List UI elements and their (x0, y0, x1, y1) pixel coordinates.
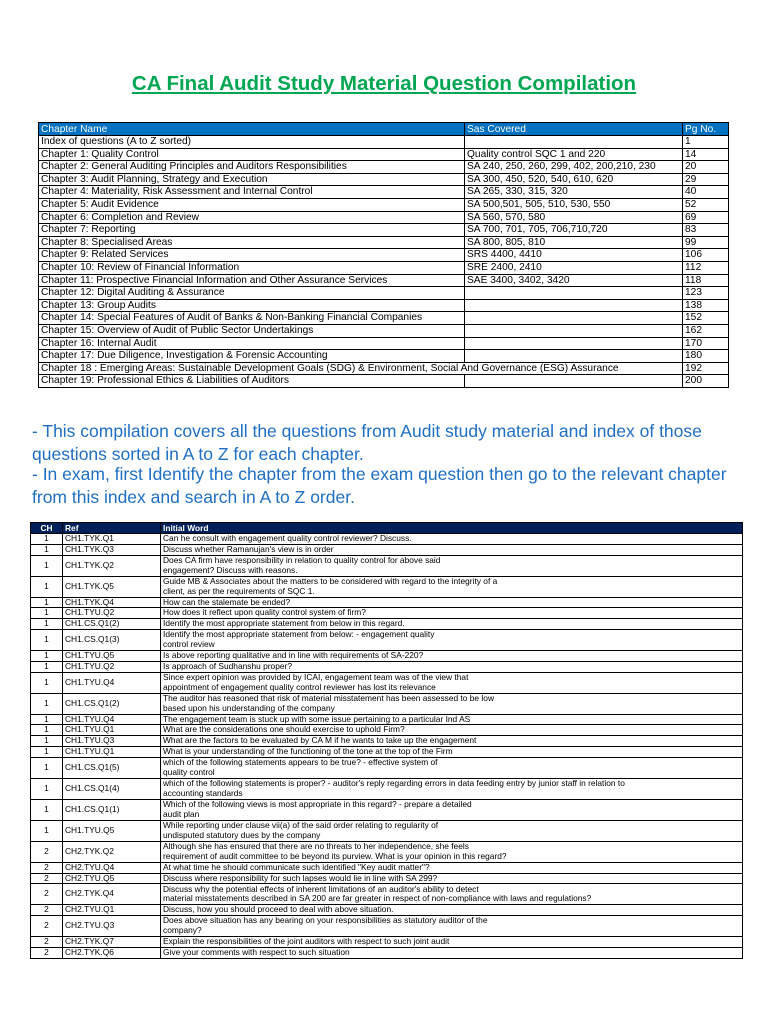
chapter-number: 1 (31, 544, 63, 555)
question-ref: CH1.TYU.Q2 (63, 661, 161, 672)
question-text-line: requirement of audit committee to be beyond its purview. What is your opinion in this regard? (163, 850, 507, 861)
sas-covered: SA 800, 805, 810 (465, 236, 683, 249)
header-sas-covered: Sas Covered (465, 123, 683, 136)
question-ref: CH1.TYK.Q4 (63, 597, 161, 608)
sas-covered: SRE 2400, 2410 (465, 261, 683, 274)
question-ref: CH2.TYK.Q4 (63, 884, 161, 905)
chapter-name: Chapter 13: Group Audits (39, 299, 465, 312)
page-number: 1 (683, 136, 729, 149)
question-ref: CH1.CS.Q1(5) (63, 757, 161, 778)
chapter-number: 1 (31, 597, 63, 608)
question-row (31, 746, 743, 757)
note-coverage: - This compilation covers all the questions from Audit study material and index of those questions sorted in A to Z for each chapter. (32, 421, 702, 464)
sas-covered (465, 136, 683, 149)
question-initial-word (161, 736, 743, 747)
question-ref: CH1.TYU.Q5 (63, 650, 161, 661)
question-text-line: Can he consult with engagement quality control reviewer? Discuss. (163, 533, 412, 543)
question-text-line: Is approach of Sudhanshu proper? (163, 661, 292, 671)
chapter-number: 1 (31, 725, 63, 736)
chapter-name: Chapter 7: Reporting (39, 224, 465, 237)
chapter-number: 1 (31, 799, 63, 820)
chapter-name: Chapter 1: Quality Control (39, 148, 465, 161)
question-row (31, 841, 743, 862)
question-text-line: How can the stalemate be ended? (163, 597, 291, 607)
chapter-row (39, 211, 729, 224)
question-ref: CH1.TYK.Q2 (63, 555, 161, 576)
question-text-line: The engagement team is stuck up with some issue pertaining to a particular Ind AS (163, 714, 471, 724)
question-row (31, 937, 743, 948)
question-initial-word (161, 544, 743, 555)
sas-covered (465, 312, 683, 325)
chapter-row (39, 161, 729, 174)
question-row (31, 862, 743, 873)
chapter-row (39, 148, 729, 161)
sas-covered (465, 299, 683, 312)
chapter-row (39, 362, 729, 375)
page-number: 106 (683, 249, 729, 262)
question-initial-word (161, 534, 743, 545)
question-text-line: which of the following statements appears to be true? - effective system of (163, 757, 438, 767)
chapter-row (39, 249, 729, 262)
question-row (31, 736, 743, 747)
question-initial-word (161, 672, 743, 693)
chapter-number: 2 (31, 905, 63, 916)
chapter-number: 2 (31, 916, 63, 937)
question-row (31, 820, 743, 841)
page-number: 138 (683, 299, 729, 312)
page-number: 180 (683, 350, 729, 363)
chapter-name: Chapter 6: Completion and Review (39, 211, 465, 224)
chapter-number: 1 (31, 672, 63, 693)
header-page-number: Pg No. (683, 123, 729, 136)
header-chapter-name: Chapter Name (39, 123, 465, 136)
question-text-line: Discuss why the potential effects of inherent limitations of an auditor's ability to detect (163, 883, 479, 894)
question-row (31, 884, 743, 905)
question-initial-word (161, 650, 743, 661)
chapter-name: Chapter 12: Digital Auditing & Assurance (39, 287, 465, 300)
question-ref: CH1.TYU.Q3 (63, 736, 161, 747)
question-row (31, 693, 743, 714)
question-row (31, 555, 743, 576)
question-initial-word (161, 862, 743, 873)
question-initial-word (161, 661, 743, 672)
question-ref: CH1.TYU.Q1 (63, 725, 161, 736)
question-ref: CH1.CS.Q1(2) (63, 693, 161, 714)
page-number: 123 (683, 287, 729, 300)
chapter-row (39, 337, 729, 350)
chapter-number: 1 (31, 714, 63, 725)
page-number: 29 (683, 173, 729, 186)
chapter-name: Chapter 15: Overview of Audit of Public Sector Undertakings (39, 324, 465, 337)
question-text-line: control review (163, 638, 215, 649)
chapter-table-header (39, 123, 729, 136)
chapter-name: Chapter 11: Prospective Financial Information and Other Assurance Services (39, 274, 465, 287)
chapter-name: Chapter 9: Related Services (39, 249, 465, 262)
question-row (31, 597, 743, 608)
question-text-line: undisputed statutory dues by the company (163, 829, 321, 840)
question-text-line: Guide MB & Associates about the matters to be considered with regard to the integrity of a (163, 576, 498, 586)
question-text-line: What is your understanding of the functioning of the tone at the top of the Firm (163, 746, 453, 756)
question-text-line: Discuss whether Ramanujan's view is in order (163, 544, 334, 554)
page-number: 162 (683, 324, 729, 337)
question-initial-word (161, 725, 743, 736)
chapter-name: Chapter 3: Audit Planning, Strategy and Execution (39, 173, 465, 186)
question-initial-word (161, 820, 743, 841)
sas-covered (465, 287, 683, 300)
page-number: 152 (683, 312, 729, 325)
question-text-line: What are the factors to be evaluated by CA M if he wants to take up the engagement (163, 735, 477, 746)
question-initial-word (161, 714, 743, 725)
question-row (31, 534, 743, 545)
chapter-row (39, 173, 729, 186)
question-initial-word (161, 799, 743, 820)
question-row (31, 619, 743, 630)
chapter-name: Chapter 10: Review of Financial Information (39, 261, 465, 274)
sas-covered: SA 500,501, 505, 510, 530, 550 (465, 198, 683, 211)
question-table-header (31, 523, 743, 534)
question-ref: CH1.CS.Q1(3) (63, 629, 161, 650)
question-initial-word (161, 608, 743, 619)
question-initial-word (161, 937, 743, 948)
question-text-line: company? (163, 925, 202, 936)
question-text-line: At what time he should communicate such identified "Key audit matter"? (163, 862, 430, 872)
question-row (31, 714, 743, 725)
question-text-line: client, as per the requirements of SQC 1. (163, 585, 315, 596)
question-row (31, 608, 743, 619)
chapter-row (39, 136, 729, 149)
chapter-number: 2 (31, 937, 63, 948)
question-text-line: Does above situation has any bearing on your responsibilities as statutory auditor of the (163, 915, 488, 926)
chapter-number: 2 (31, 841, 63, 862)
chapter-number: 1 (31, 576, 63, 597)
question-text-line: material misstatements described in SA 200 are far greater in respect of non-compliance with laws and regulations? (163, 893, 592, 904)
question-row (31, 905, 743, 916)
question-text-line: accounting standards (163, 787, 243, 798)
question-initial-word (161, 693, 743, 714)
chapter-number: 1 (31, 746, 63, 757)
chapter-name: Chapter 19: Professional Ethics & Liabilities of Auditors (39, 375, 465, 388)
chapter-row (39, 287, 729, 300)
chapter-name: Index of questions (A to Z sorted) (39, 136, 465, 149)
question-row (31, 725, 743, 736)
question-ref: CH1.TYK.Q5 (63, 576, 161, 597)
question-text-line: While reporting under clause vii(a) of the said order relating to regularity of (163, 820, 439, 830)
chapter-number: 1 (31, 693, 63, 714)
page-number: 69 (683, 211, 729, 224)
question-initial-word (161, 746, 743, 757)
header-ref: Ref (63, 523, 161, 534)
question-text-line: Discuss, how you should proceed to deal with above situation. (163, 904, 394, 915)
question-ref: CH1.TYU.Q5 (63, 820, 161, 841)
question-ref: CH2.TYU.Q1 (63, 905, 161, 916)
question-row (31, 576, 743, 597)
question-index-table (30, 522, 743, 959)
question-row (31, 947, 743, 958)
sas-covered (465, 324, 683, 337)
chapter-row (39, 236, 729, 249)
question-text-line: audit plan (163, 808, 200, 819)
question-ref: CH2.TYK.Q7 (63, 937, 161, 948)
question-text-line: which of the following statements is proper? - auditor's reply regarding errors in data feeding entry by junior staff in relation to (163, 778, 625, 788)
question-row (31, 629, 743, 650)
question-ref: CH1.CS.Q1(4) (63, 778, 161, 799)
sas-covered (465, 350, 683, 363)
question-text-line: based upon his understanding of the company (163, 702, 335, 713)
chapter-number: 1 (31, 778, 63, 799)
question-text-line: What are the considerations one should exercise to uphold Firm? (163, 724, 405, 735)
page-number: 170 (683, 337, 729, 350)
question-initial-word (161, 757, 743, 778)
question-row (31, 672, 743, 693)
sas-covered: SA 700, 701, 705, 706,710,720 (465, 224, 683, 237)
page-number: 83 (683, 224, 729, 237)
question-initial-word (161, 597, 743, 608)
chapter-row (39, 224, 729, 237)
chapter-name: Chapter 8: Specialised Areas (39, 236, 465, 249)
question-ref: CH2.TYU.Q5 (63, 873, 161, 884)
chapter-name: Chapter 16: Internal Audit (39, 337, 465, 350)
question-text-line: Explain the responsibilities of the joint auditors with respect to such joint audit (163, 936, 450, 947)
question-text-line: Identify the most appropriate statement from below in this regard. (163, 618, 405, 629)
page-number: 192 (683, 362, 729, 375)
question-ref: CH1.TYU.Q4 (63, 672, 161, 693)
question-ref: CH1.CS.Q1(2) (63, 619, 161, 630)
sas-covered: SAE 3400, 3402, 3420 (465, 274, 683, 287)
chapter-row (39, 350, 729, 363)
question-initial-word (161, 873, 743, 884)
page-number: 112 (683, 261, 729, 274)
chapter-number: 1 (31, 757, 63, 778)
chapter-number: 2 (31, 884, 63, 905)
chapter-number: 1 (31, 736, 63, 747)
question-row (31, 544, 743, 555)
question-text-line: Since expert opinion was provided by ICAI, engagement team was of the view that (163, 672, 469, 682)
chapter-name: Chapter 17: Due Diligence, Investigation & Forensic Accounting (39, 350, 465, 363)
chapter-number: 2 (31, 862, 63, 873)
chapter-row (39, 375, 729, 388)
question-text-line: Discuss where responsibility for such lapses would lie in line with SA 299? (163, 873, 438, 883)
question-initial-word (161, 778, 743, 799)
question-text-line: quality control (163, 766, 215, 777)
question-text-line: Is above reporting qualitative and in line with requirements of SA-220? (163, 650, 424, 660)
sas-covered: Quality control SQC 1 and 220 (465, 148, 683, 161)
chapter-row (39, 261, 729, 274)
question-row (31, 799, 743, 820)
question-initial-word (161, 916, 743, 937)
question-text-line: Which of the following views is most appropriate in this regard? - prepare a detailed (163, 799, 472, 809)
question-ref: CH1.TYK.Q3 (63, 544, 161, 555)
chapter-name: Chapter 18 : Emerging Areas: Sustainable Development Goals (SDG) & Environment, Social And Governance (ESG) Assurance (39, 362, 683, 375)
question-initial-word (161, 629, 743, 650)
question-row (31, 873, 743, 884)
chapter-number: 1 (31, 629, 63, 650)
chapter-name: Chapter 2: General Auditing Principles and Auditors Responsibilities (39, 161, 465, 174)
question-ref: CH2.TYU.Q4 (63, 862, 161, 873)
question-text-line: appointment of engagement quality control reviewer has lost its relevance (163, 681, 436, 692)
chapter-index-table (38, 122, 729, 388)
question-initial-word (161, 947, 743, 958)
question-initial-word (161, 576, 743, 597)
question-ref: CH1.TYU.Q2 (63, 608, 161, 619)
page-number: 118 (683, 274, 729, 287)
sas-covered: SA 265, 330, 315, 320 (465, 186, 683, 199)
chapter-number: 1 (31, 534, 63, 545)
page-number: 20 (683, 161, 729, 174)
chapter-row (39, 312, 729, 325)
question-ref: CH1.TYU.Q4 (63, 714, 161, 725)
chapter-name: Chapter 14: Special Features of Audit of Banks & Non-Banking Financial Companies (39, 312, 465, 325)
chapter-name: Chapter 5: Audit Evidence (39, 198, 465, 211)
chapter-name: Chapter 4: Materiality, Risk Assessment and Internal Control (39, 186, 465, 199)
page-number: 99 (683, 236, 729, 249)
chapter-number: 1 (31, 619, 63, 630)
question-ref: CH2.TYK.Q2 (63, 841, 161, 862)
sas-covered: SRS 4400, 4410 (465, 249, 683, 262)
chapter-number: 1 (31, 555, 63, 576)
question-text-line: Identify the most appropriate statement from below: - engagement quality (163, 629, 435, 640)
chapter-row (39, 299, 729, 312)
page-title: CA Final Audit Study Material Question Compilation (131, 72, 637, 95)
chapter-row (39, 186, 729, 199)
chapter-number: 1 (31, 820, 63, 841)
question-text-line: Give your comments with respect to such situation (163, 947, 350, 957)
question-text-line: Does CA firm have responsibility in relation to quality control for above said (163, 555, 441, 565)
question-text-line: How does it reflect upon quality control system of firm? (163, 607, 366, 618)
chapter-row (39, 198, 729, 211)
sas-covered (465, 375, 683, 388)
question-text-line: The auditor has reasoned that risk of material misstatement has been assessed to be low (163, 693, 494, 703)
sas-covered (465, 337, 683, 350)
chapter-number: 1 (31, 608, 63, 619)
chapter-number: 2 (31, 873, 63, 884)
page-number: 14 (683, 148, 729, 161)
header-initial-word: Initial Word (161, 523, 743, 534)
question-initial-word (161, 555, 743, 576)
header-ch: CH (31, 523, 63, 534)
chapter-number: 2 (31, 947, 63, 958)
chapter-row (39, 274, 729, 287)
question-initial-word (161, 905, 743, 916)
question-text-line: engagement? Discuss with reasons. (163, 564, 298, 575)
question-text-line: Although she has ensured that there are no threats to her independence, she feels (163, 841, 469, 851)
question-initial-word (161, 841, 743, 862)
page-number: 40 (683, 186, 729, 199)
question-initial-word (161, 619, 743, 630)
question-ref: CH1.CS.Q1(1) (63, 799, 161, 820)
page-number: 52 (683, 198, 729, 211)
question-ref: CH1.TYU.Q1 (63, 746, 161, 757)
question-row (31, 757, 743, 778)
question-row (31, 778, 743, 799)
sas-covered: SA 240, 250, 260, 299, 402, 200,210, 230 (465, 161, 683, 174)
question-initial-word (161, 884, 743, 905)
sas-covered: SA 560, 570, 580 (465, 211, 683, 224)
question-row (31, 650, 743, 661)
question-row (31, 661, 743, 672)
chapter-row (39, 324, 729, 337)
question-ref: CH2.TYK.Q6 (63, 947, 161, 958)
page-number: 200 (683, 375, 729, 388)
note-exam-instructions: - In exam, first Identify the chapter from the exam question then go to the relevant chapter from this index and search in A to Z order. (32, 464, 727, 507)
question-ref: CH1.TYK.Q1 (63, 534, 161, 545)
question-row (31, 916, 743, 937)
question-ref: CH2.TYU.Q3 (63, 916, 161, 937)
chapter-number: 1 (31, 650, 63, 661)
sas-covered: SA 300, 450, 520, 540, 610, 620 (465, 173, 683, 186)
chapter-number: 1 (31, 661, 63, 672)
